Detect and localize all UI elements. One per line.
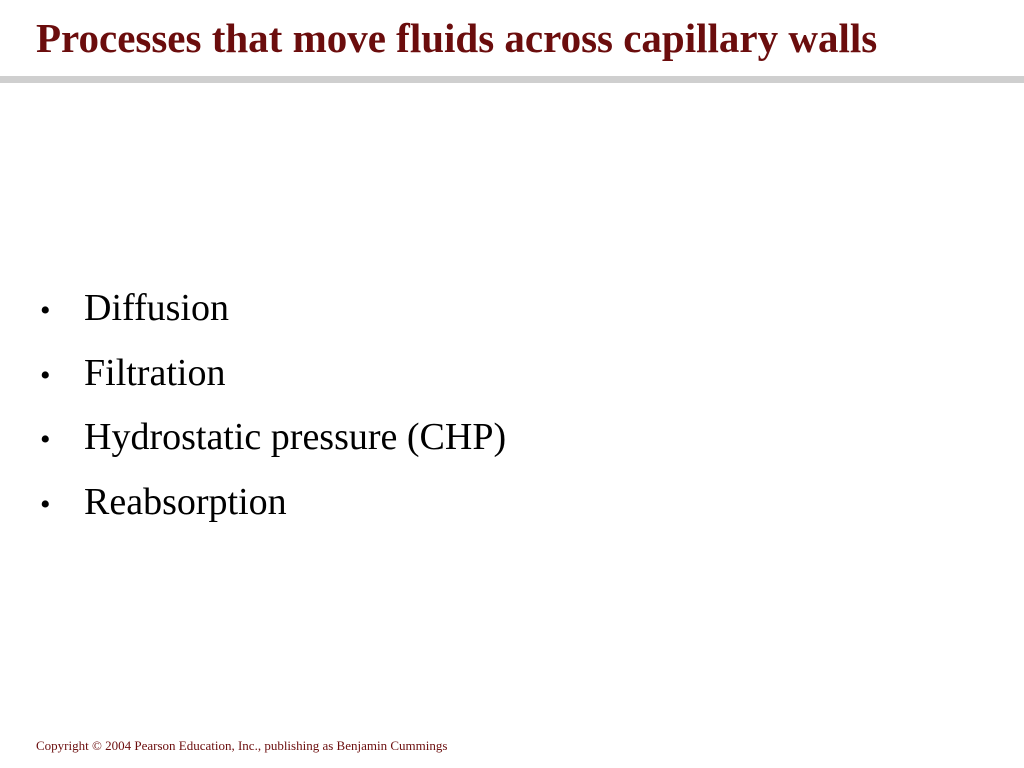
copyright-footer: Copyright © 2004 Pearson Education, Inc., publishing as Benjamin Cummings	[36, 738, 448, 753]
bullet-text: Hydrostatic pressure (CHP)	[84, 416, 507, 458]
bullet-item	[40, 476, 506, 541]
bullet-item	[40, 282, 506, 347]
bullet-icon: •	[40, 487, 51, 521]
title-divider	[0, 76, 1024, 83]
bullet-text: Filtration	[84, 351, 226, 394]
bullet-list	[40, 282, 506, 540]
bullet-text: Reabsorption	[84, 480, 287, 523]
bullet-text: Diffusion	[84, 287, 229, 329]
bullet-icon: •	[40, 358, 51, 392]
bullet-icon: •	[40, 423, 51, 456]
bullet-item	[40, 411, 506, 476]
slide-title: Processes that move fluids across capillary walls	[36, 15, 878, 61]
bullet-item	[40, 347, 506, 412]
bullet-icon: •	[40, 294, 51, 327]
